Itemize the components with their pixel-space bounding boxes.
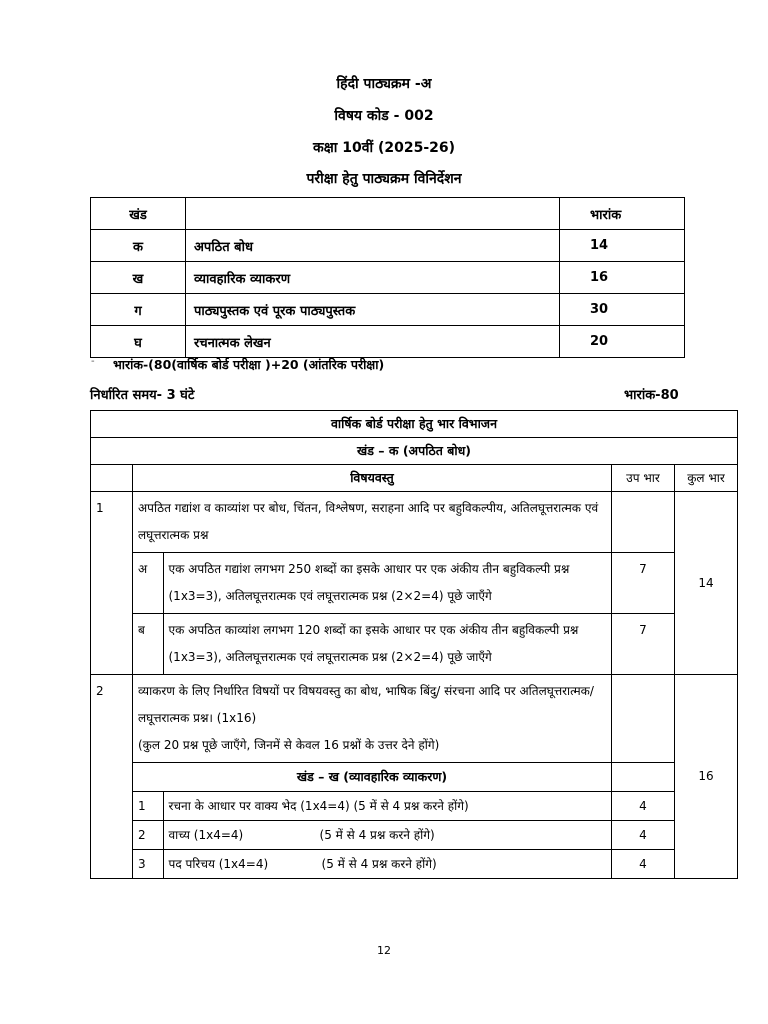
row-text-main: व्याकरण के लिए निर्धारित विषयों पर विषयवस्तु का बोध, भाषिक बिंदु/ संरचना आदि पर अतिलघूत्तरात्मक/लघूत्तरात्मक प्रश्न। (1x16) (138, 684, 594, 725)
cell-topic: पाठ्यपुस्तक एवं पूरक पाठ्यपुस्तक (186, 294, 560, 326)
summary-table (90, 197, 685, 358)
time-allowed: निर्धारित समय- 3 घंटे (90, 388, 195, 403)
row-number: 1 (91, 492, 133, 675)
sub-marks: 7 (612, 553, 675, 614)
cell-topic: रचनात्मक लेखन (186, 326, 560, 358)
sub-row-a (133, 553, 612, 614)
table-row (91, 230, 685, 262)
header-marks: भारांक (560, 198, 685, 230)
empty-cell (612, 675, 675, 763)
table-row (91, 850, 738, 879)
table-row (91, 438, 738, 465)
item-text: पद परिचय (1x4=4) (5 में से 4 प्रश्न करने होंगे) (168, 857, 437, 871)
item-number: 2 (133, 821, 163, 849)
cell-section: घ (91, 326, 186, 358)
table-row (91, 465, 738, 492)
header-topic (186, 198, 560, 230)
item-row (133, 850, 612, 879)
cell-section: ग (91, 294, 186, 326)
table-row (91, 675, 738, 763)
total-marks: 14 (675, 492, 738, 675)
table-row (91, 411, 738, 438)
doc-title: हिंदी पाठ्यक्रम -अ (336, 76, 432, 92)
cell-section: क (91, 230, 186, 262)
item-number: 3 (133, 850, 163, 878)
col-content: विषयवस्तु (133, 465, 612, 492)
header-section: खंड (91, 198, 186, 230)
empty-cell (612, 492, 675, 553)
item-marks: 4 (612, 821, 675, 850)
section-b-title: खंड – ख (व्यावहारिक व्याकरण) (133, 763, 612, 792)
table-row (91, 763, 738, 792)
class-year: कक्षा 10वीं (2025-26) (312, 140, 456, 156)
item-marks: 4 (612, 850, 675, 879)
table-row (91, 821, 738, 850)
note-text: भारांक-(80(वार्षिक बोर्ड परीक्षा )+20 (आंतरिक परीक्षा) (113, 357, 385, 372)
sub-label: ब (133, 614, 163, 674)
row-text (133, 675, 612, 763)
table-row (91, 614, 738, 675)
subject-code: विषय कोड - 002 (334, 108, 434, 124)
table-row (91, 198, 685, 230)
col-sub-marks: उप भार (612, 465, 675, 492)
cell-marks: 14 (560, 230, 685, 262)
doc-subtitle: परीक्षा हेतु पाठ्यक्रम विनिर्देशन (306, 171, 462, 187)
table-row (91, 294, 685, 326)
marks-note (91, 356, 385, 373)
row-text-note: (कुल 20 प्रश्न पूछे जाएँगे, जिनमें से केवल 16 प्रश्नों के उत्तर देने होंगे) (138, 738, 440, 752)
detail-table (90, 410, 738, 879)
table-row (91, 326, 685, 358)
note-bullet: - (91, 356, 95, 367)
col-total-marks: कुल भार (675, 465, 738, 492)
sub-marks: 7 (612, 614, 675, 675)
total-marks: 16 (675, 675, 738, 879)
item-text: वाच्य (1x4=4) (5 में से 4 प्रश्न करने होंगे) (168, 828, 435, 842)
sub-row-b (133, 614, 612, 675)
item-row (133, 792, 612, 821)
detail-table-title: वार्षिक बोर्ड परीक्षा हेतु भार विभाजन (91, 411, 738, 438)
row-number: 2 (91, 675, 133, 879)
cell-topic: व्यावहारिक व्याकरण (186, 262, 560, 294)
table-row (91, 553, 738, 614)
empty-cell (612, 763, 675, 792)
max-marks: भारांक-80 (624, 388, 679, 403)
cell-marks: 30 (560, 294, 685, 326)
item-number: 1 (133, 792, 163, 820)
section-a-title: खंड – क (अपठित बोध) (91, 438, 738, 465)
cell-topic: अपठित बोध (186, 230, 560, 262)
empty-cell (91, 465, 133, 492)
cell-marks: 20 (560, 326, 685, 358)
table-row (91, 262, 685, 294)
table-row (91, 492, 738, 553)
table-row (91, 792, 738, 821)
item-text: रचना के आधार पर वाक्य भेद (1x4=4) (5 में से 4 प्रश्न करने होंगे) (168, 799, 469, 813)
cell-section: ख (91, 262, 186, 294)
sub-text: एक अपठित काव्यांश लगभग 120 शब्दों का इसके आधार पर एक अंकीय तीन बहुविकल्पी प्रश्न (1x3=3), अतिलघूत्तरात्मक एवं लघूत्तरात्मक प्रश्न (2×2=4) पूछे जाएँगे (168, 623, 579, 664)
row-text: अपठित गद्यांश व काव्यांश पर बोध, चिंतन, विश्लेषण, सराहना आदि पर बहुविकल्पीय, अतिलघूत्तरात्मक एवं लघूत्तरात्मक प्रश्न (133, 492, 612, 553)
item-marks: 4 (612, 792, 675, 821)
item-row (133, 821, 612, 850)
sub-label: अ (133, 553, 163, 613)
page-number: 12 (377, 944, 391, 957)
sub-text: एक अपठित गद्यांश लगभग 250 शब्दों का इसके आधार पर एक अंकीय तीन बहुविकल्पी प्रश्न (1x3=3), अतिलघूत्तरात्मक एवं लघूत्तरात्मक प्रश्न (2×2=4) पूछे जाएँगे (168, 562, 570, 603)
cell-marks: 16 (560, 262, 685, 294)
